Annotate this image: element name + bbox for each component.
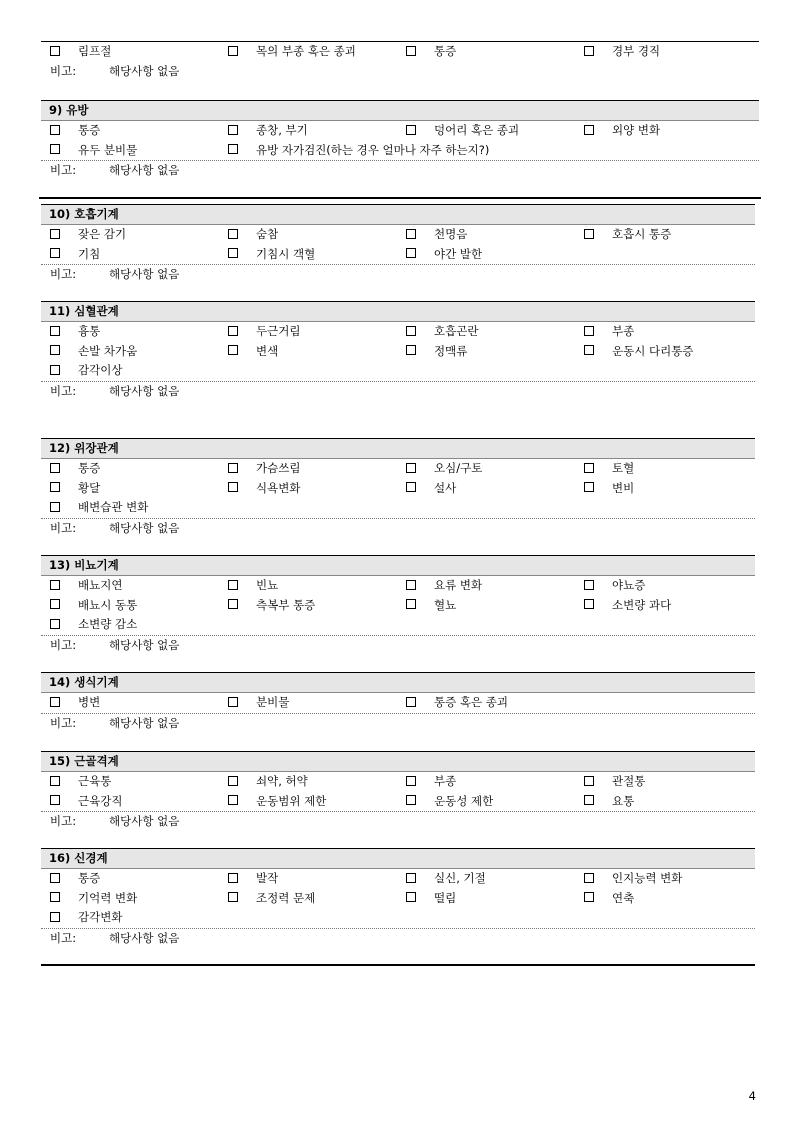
checkbox-icon[interactable] [50,697,60,707]
checkbox-icon[interactable] [584,326,594,336]
checkbox-item[interactable]: 덩어리 혹은 종괴 [406,121,519,141]
section-title: 12) 위장관계 [41,438,755,459]
checkbox-item[interactable]: 발작 [228,869,278,889]
checkbox-item[interactable]: 천명음 [406,225,467,245]
checkbox-icon[interactable] [228,580,238,590]
checkbox-row [41,361,755,381]
checkbox-item[interactable]: 종창, 부기 [228,121,308,141]
checkbox-item[interactable]: 빈뇨 [228,576,278,596]
checkbox-item[interactable]: 호흡시 통증 [584,225,671,245]
checkbox-icon[interactable] [406,125,416,135]
section-title: 11) 심혈관계 [41,301,755,322]
checkbox-icon[interactable] [50,502,60,512]
checkbox-item[interactable]: 토혈 [584,459,634,479]
checkbox-item[interactable]: 통증 [50,869,100,889]
checkbox-row [41,908,755,928]
checkbox-item[interactable]: 요류 변화 [406,576,482,596]
checkbox-icon[interactable] [228,892,238,902]
checkbox-icon[interactable] [584,482,594,492]
checkbox-icon[interactable] [50,892,60,902]
checkbox-icon[interactable] [406,345,416,355]
checkbox-item[interactable]: 부종 [406,772,456,792]
checkbox-icon[interactable] [406,776,416,786]
checkbox-item[interactable]: 운동범위 제한 [228,792,326,812]
page-number: 4 [748,1089,756,1103]
checkbox-item[interactable]: 정맥류 [406,342,467,362]
checkbox-item[interactable]: 배변습관 변화 [50,498,148,518]
checkbox-item[interactable]: 기침 [50,245,100,265]
checkbox-row [41,459,755,479]
checkbox-row [41,322,755,342]
checkbox-icon[interactable] [50,463,60,473]
checkbox-item[interactable]: 호흡곤란 [406,322,478,342]
checkbox-row [41,121,759,141]
checkbox-item[interactable]: 실신, 기절 [406,869,486,889]
checkbox-icon[interactable] [584,345,594,355]
checkbox-icon[interactable] [584,892,594,902]
checkbox-item[interactable]: 림프절 [50,42,111,62]
checkbox-icon[interactable] [50,482,60,492]
checkbox-item[interactable]: 감각변화 [50,908,122,928]
note-line: 비고: 해당사항 없음 [41,264,755,284]
checkbox-icon[interactable] [50,365,60,375]
checkbox-icon[interactable] [406,46,416,56]
checkbox-item[interactable]: 유방 자가검진(하는 경우 얼마나 자주 하는지?) [228,141,489,161]
checkbox-icon[interactable] [228,599,238,609]
checkbox-icon[interactable] [50,125,60,135]
section [41,100,759,180]
checkbox-item[interactable]: 통증 혹은 종괴 [406,693,508,713]
checkbox-row [41,342,755,362]
checkbox-icon[interactable] [228,144,238,154]
note-line: 비고: 해당사항 없음 [50,63,180,78]
checkbox-row [41,792,755,812]
checkbox-row [41,576,755,596]
checkbox-icon[interactable] [584,463,594,473]
checkbox-item[interactable]: 오심/구토 [406,459,482,479]
checkbox-icon[interactable] [50,912,60,922]
checkbox-icon[interactable] [406,795,416,805]
section [41,438,755,538]
checkbox-icon[interactable] [228,248,238,258]
checkbox-icon[interactable] [228,482,238,492]
checkbox-icon[interactable] [584,580,594,590]
note-line: 비고: 해당사항 없음 [41,518,755,538]
section [41,301,755,401]
note-line: 비고: 해당사항 없음 [41,160,759,180]
checkbox-item[interactable]: 기억력 변화 [50,889,137,909]
note-line: 비고: 해당사항 없음 [41,811,755,831]
checkbox-item[interactable]: 측복부 통증 [228,596,315,616]
checkbox-item[interactable]: 변색 [228,342,278,362]
checkbox-icon[interactable] [228,345,238,355]
checkbox-icon[interactable] [584,229,594,239]
checkbox-icon[interactable] [50,619,60,629]
checkbox-row [41,225,755,245]
note-line: 비고: 해당사항 없음 [41,381,755,401]
checkbox-icon[interactable] [406,248,416,258]
checkbox-icon[interactable] [406,580,416,590]
checkbox-item[interactable]: 잦은 감기 [50,225,126,245]
checkbox-row [41,498,755,518]
checkbox-item[interactable]: 운동성 제한 [406,792,493,812]
checkbox-item[interactable]: 배뇨시 동통 [50,596,137,616]
checkbox-item[interactable]: 통증 [50,121,100,141]
checkbox-item[interactable]: 야뇨증 [584,576,645,596]
section-title: 9) 유방 [41,100,759,121]
checkbox-item[interactable]: 흉통 [50,322,100,342]
checkbox-icon[interactable] [50,599,60,609]
section [41,204,755,284]
checkbox-item[interactable]: 목의 부종 혹은 종괴 [228,42,356,62]
checkbox-item[interactable]: 배뇨지연 [50,576,122,596]
checkbox-icon[interactable] [584,776,594,786]
checkbox-icon[interactable] [50,46,60,56]
section [41,848,755,948]
checkbox-row [41,889,755,909]
checkbox-item[interactable]: 근육강직 [50,792,122,812]
checkbox-item[interactable]: 부종 [584,322,634,342]
checkbox-icon[interactable] [584,795,594,805]
checkbox-icon[interactable] [50,248,60,258]
checkbox-item[interactable]: 기침시 객혈 [228,245,315,265]
checkbox-icon[interactable] [228,326,238,336]
checkbox-icon[interactable] [50,795,60,805]
checkbox-item[interactable]: 식욕변화 [228,479,300,499]
checkbox-item[interactable]: 병변 [50,693,100,713]
checkbox-item[interactable]: 손발 차가움 [50,342,137,362]
checkbox-item[interactable]: 두근거림 [228,322,300,342]
checkbox-icon[interactable] [406,229,416,239]
checkbox-row [41,245,755,265]
checkbox-icon[interactable] [228,125,238,135]
checkbox-item[interactable]: 변비 [584,479,634,499]
checkbox-row [41,869,755,889]
section-title: 14) 생식기계 [41,672,755,693]
checkbox-item[interactable]: 야간 발한 [406,245,482,265]
checkbox-item[interactable]: 숨참 [228,225,278,245]
checkbox-icon[interactable] [406,892,416,902]
checkbox-icon[interactable] [406,326,416,336]
checkbox-item[interactable]: 소변량 감소 [50,615,137,635]
checkbox-row [41,141,759,161]
checkbox-item[interactable]: 연축 [584,889,634,909]
checkbox-icon[interactable] [50,229,60,239]
checkbox-item[interactable]: 인지능력 변화 [584,869,682,889]
note-line: 비고: 해당사항 없음 [41,928,755,948]
section-title: 16) 신경계 [41,848,755,869]
checkbox-icon[interactable] [406,599,416,609]
note-line: 비고: 해당사항 없음 [41,713,755,733]
checkbox-item[interactable]: 가슴쓰림 [228,459,300,479]
checkbox-icon[interactable] [50,580,60,590]
page-bottom-rule [41,964,755,966]
checkbox-item[interactable]: 떨림 [406,889,456,909]
checkbox-icon[interactable] [584,599,594,609]
checkbox-item[interactable]: 외양 변화 [584,121,660,141]
checkbox-icon[interactable] [50,144,60,154]
checkbox-row [41,596,755,616]
checkbox-item[interactable]: 근육통 [50,772,111,792]
section-title: 15) 근골격계 [41,751,755,772]
checkbox-icon[interactable] [228,463,238,473]
checkbox-item[interactable]: 통증 [50,459,100,479]
checkbox-item[interactable]: 경부 경직 [584,42,660,62]
checkbox-icon[interactable] [584,125,594,135]
section-title: 13) 비뇨기계 [41,555,755,576]
checkbox-item[interactable]: 혈뇨 [406,596,456,616]
checkbox-icon[interactable] [406,482,416,492]
checkbox-icon[interactable] [228,776,238,786]
section [41,751,755,831]
checkbox-icon[interactable] [406,873,416,883]
checkbox-icon[interactable] [50,345,60,355]
checkbox-row [41,772,755,792]
checkbox-icon[interactable] [228,795,238,805]
checkbox-item[interactable]: 유두 분비물 [50,141,137,161]
checkbox-item[interactable]: 요통 [584,792,634,812]
checkbox-icon[interactable] [228,873,238,883]
checkbox-row [41,615,755,635]
note-line: 비고: 해당사항 없음 [41,635,755,655]
checkbox-item[interactable]: 분비물 [228,693,289,713]
checkbox-icon[interactable] [50,776,60,786]
checkbox-icon[interactable] [50,326,60,336]
checkbox-icon[interactable] [50,873,60,883]
checkbox-item[interactable]: 관절통 [584,772,645,792]
checkbox-icon[interactable] [584,873,594,883]
checkbox-row [41,693,755,713]
checkbox-icon[interactable] [406,463,416,473]
checkbox-item[interactable]: 황달 [50,479,100,499]
checkbox-row [41,42,759,62]
section [41,672,755,733]
section-title: 10) 호흡기계 [41,204,755,225]
checkbox-icon[interactable] [228,697,238,707]
section-continued [41,41,759,81]
checkbox-item[interactable]: 쇠약, 허약 [228,772,308,792]
checkbox-item[interactable]: 소변량 과다 [584,596,671,616]
checkbox-icon[interactable] [228,46,238,56]
checkbox-item[interactable]: 통증 [406,42,456,62]
section [41,555,755,655]
checkbox-item[interactable]: 운동시 다리통증 [584,342,693,362]
checkbox-item[interactable]: 감각이상 [50,361,122,381]
checkbox-icon[interactable] [228,229,238,239]
checkbox-icon[interactable] [584,46,594,56]
section-divider [39,197,761,199]
checkbox-item[interactable]: 조정력 문제 [228,889,315,909]
checkbox-icon[interactable] [406,697,416,707]
checkbox-row [41,479,755,499]
checkbox-item[interactable]: 설사 [406,479,456,499]
